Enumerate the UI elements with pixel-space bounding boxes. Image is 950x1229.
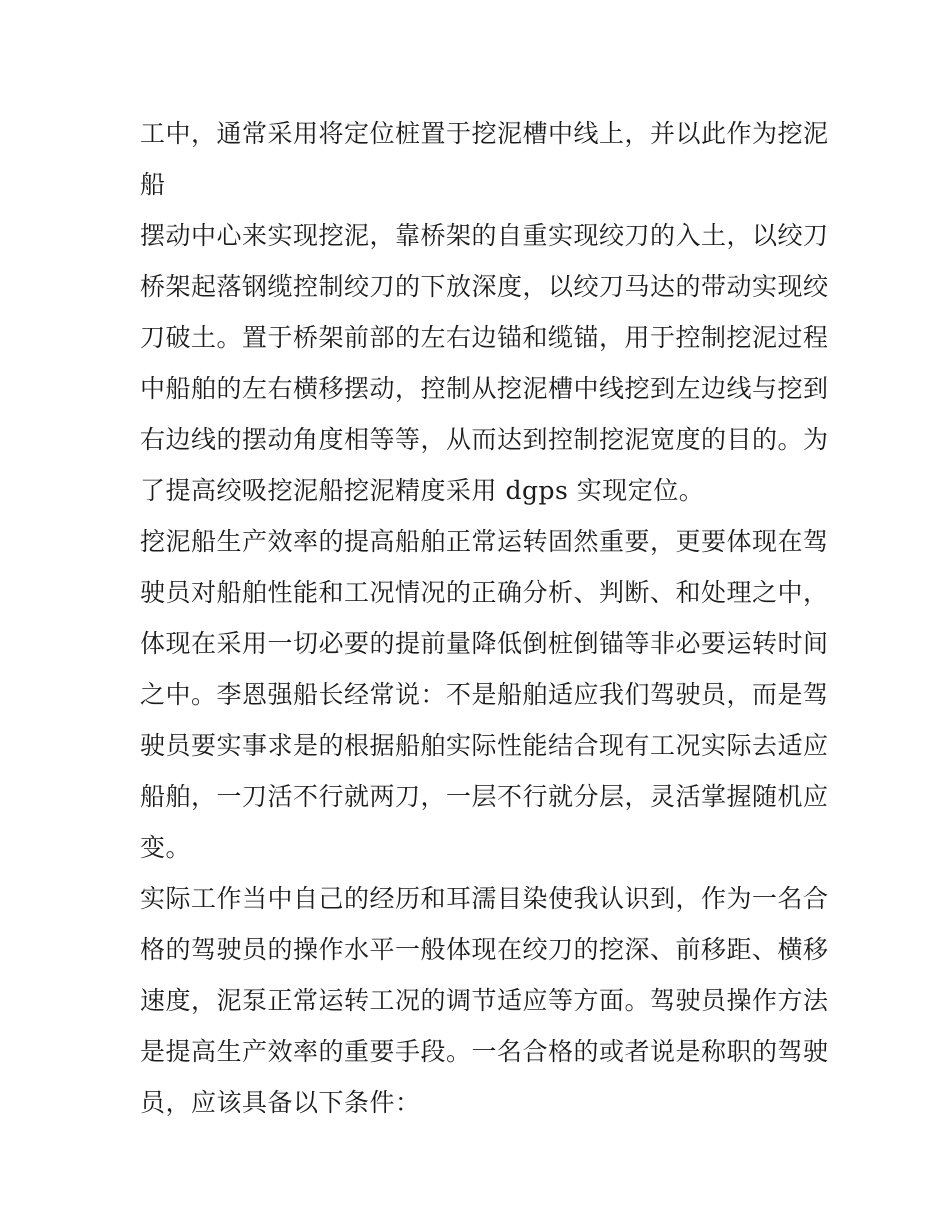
- text-line: 了提高绞吸挖泥船挖泥精度采用 dgps 实现定位。: [140, 476, 705, 505]
- text-line: 摆动中心来实现挖泥，靠桥架的自重实现绞刀的入土，以绞刀: [140, 221, 829, 250]
- text-line: 工中，通常采用将定位桩置于挖泥槽中线上，并以此作为挖泥: [140, 119, 829, 148]
- text-line: 员，应该具备以下条件：: [140, 1088, 421, 1117]
- text-line: 刀破土。置于桥架前部的左右边锚和缆锚，用于控制挖泥过程: [140, 323, 829, 352]
- text-line: 挖泥船生产效率的提高船舶正常运转固然重要，更要体现在驾: [140, 527, 829, 556]
- text-line: 实际工作当中自己的经历和耳濡目染使我认识到，作为一名合: [140, 884, 829, 913]
- text-line: 变。: [140, 833, 192, 862]
- text-line: 体现在采用一切必要的提前量降低倒桩倒锚等非必要运转时间: [140, 629, 829, 658]
- text-line: 右边线的摆动角度相等等，从而达到控制挖泥宽度的目的。为: [140, 425, 829, 454]
- text-line: 驶员要实事求是的根据船舶实际性能结合现有工况实际去适应: [140, 731, 829, 760]
- text-line: 之中。李恩强船长经常说：不是船舶适应我们驾驶员，而是驾: [140, 680, 829, 709]
- text-line: 桥架起落钢缆控制绞刀的下放深度，以绞刀马达的带动实现绞: [140, 272, 829, 301]
- text-line: 船: [140, 170, 166, 199]
- text-line: 驶员对船舶性能和工况情况的正确分析、判断、和处理之中，: [140, 578, 829, 607]
- text-line: 船舶，一刀活不行就两刀，一层不行就分层，灵活掌握随机应: [140, 782, 829, 811]
- text-line: 速度，泥泵正常运转工况的调节适应等方面。驾驶员操作方法: [140, 986, 829, 1015]
- text-line: 是提高生产效率的重要手段。一名合格的或者说是称职的驾驶: [140, 1037, 829, 1066]
- text-line: 格的驾驶员的操作水平一般体现在绞刀的挖深、前移距、横移: [140, 935, 829, 964]
- document-body: [140, 108, 829, 1128]
- text-line: 中船舶的左右横移摆动，控制从挖泥槽中线挖到左边线与挖到: [140, 374, 829, 403]
